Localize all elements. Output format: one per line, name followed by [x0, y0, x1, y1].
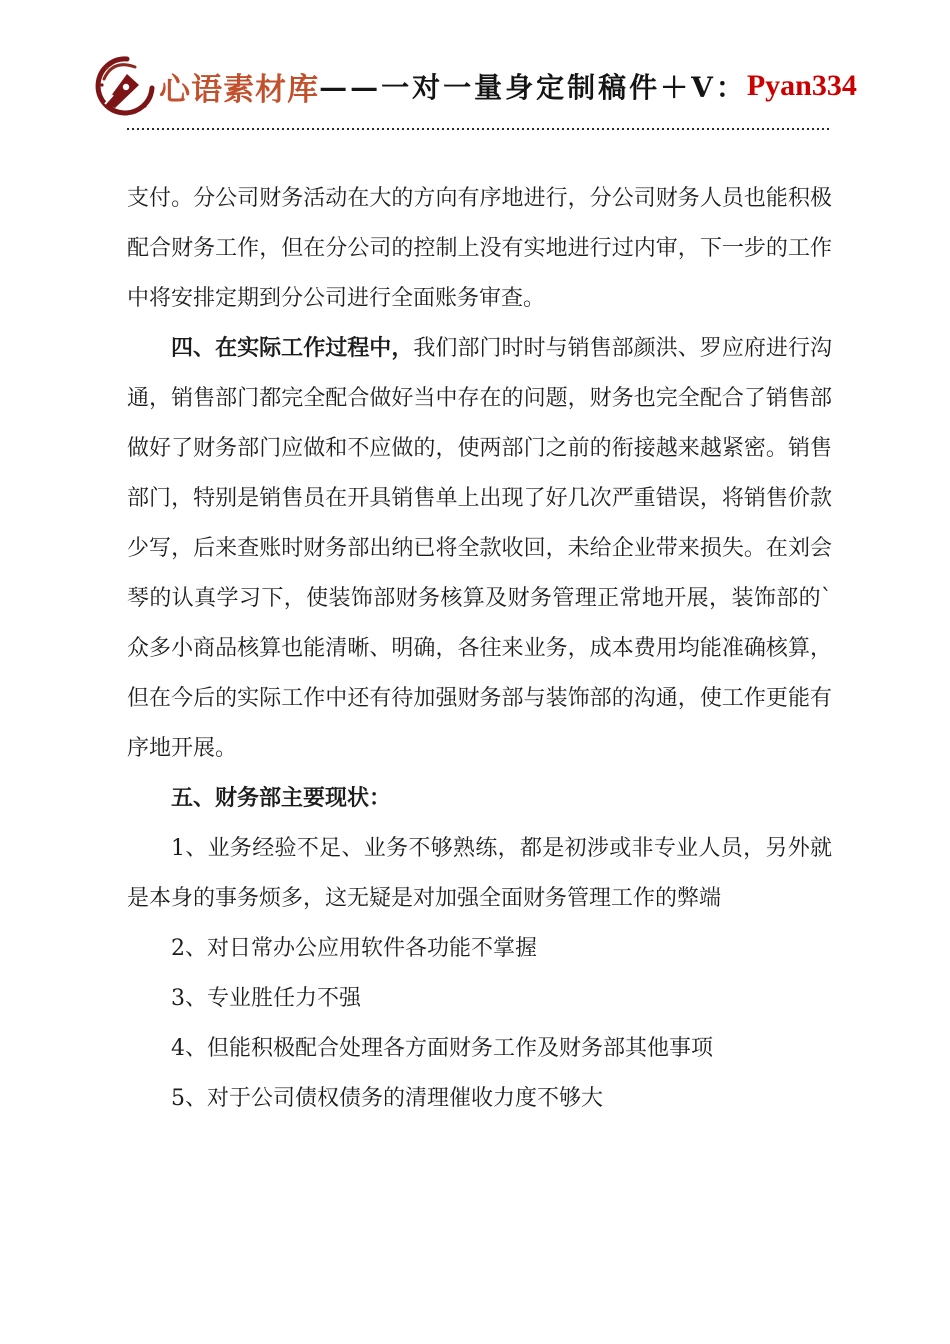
list-item-4: [127, 1024, 832, 1074]
brand-name: 心语素材库: [159, 71, 320, 108]
header-tagline: ——一对一量身定制稿件＋V：: [319, 71, 747, 104]
section-5-heading: 五、财务部主要现状：: [171, 786, 392, 811]
paragraph-section-5: [127, 774, 832, 824]
contact-handle: Pyan334: [746, 69, 857, 102]
document-body: [127, 174, 832, 1124]
list-item-text: 2、对日常办公应用软件各功能不掌握: [171, 936, 537, 961]
list-item-text: 5、对于公司债权债务的清理催收力度不够大: [171, 1086, 603, 1111]
paragraph-text: 支付。分公司财务活动在大的方向有序地进行，分公司财务人员也能积极配合财务工作，但在分公司的控制上没有实地进行过内审，下一步的工作中将安排定期到分公司进行全面账务审查。: [127, 186, 832, 311]
list-item-2: [127, 924, 832, 974]
list-item-text: 3、专业胜任力不强: [171, 986, 361, 1011]
page-header: [0, 0, 950, 122]
list-item-text: 4、但能积极配合处理各方面财务工作及财务部其他事项: [171, 1036, 713, 1061]
paragraph-section-4: [127, 324, 832, 774]
section-4-heading: 四、在实际工作过程中，: [171, 336, 414, 361]
paragraph-continuation: [127, 174, 832, 324]
list-item-1: [127, 824, 832, 924]
list-item-5: [127, 1074, 832, 1124]
list-item-text: 1、业务经验不足、业务不够熟练，都是初涉或非专业人员，另外就是本身的事务烦多，这无疑是对加强全面财务管理工作的弊端: [127, 836, 832, 911]
pen-swirl-logo-icon: [93, 54, 157, 118]
paragraph-text: 我们部门时时与销售部颜洪、罗应府进行沟通，销售部门都完全配合做好当中存在的问题，财务也完全配合了销售部做好了财务部门应做和不应做的，使两部门之前的衔接越来越紧密。销售部门，特别是销售员在开具销售单上出现了好几次严重错误，将销售价款少写，后来查账时财务部出纳已将全款收回，未给企业带来损失。在刘会琴的认真学习下，使装饰部财务核算及财务管理正常地开展，装饰部的`众多小商品核算也能清晰、明确，各往来业务，成本费用均能准确核算，但在今后的实际工作中还有待加强财务部与装饰部的沟通，使工作更能有序地开展。: [127, 336, 832, 761]
header-divider-dotted-line: [127, 128, 832, 130]
list-item-3: [127, 974, 832, 1024]
